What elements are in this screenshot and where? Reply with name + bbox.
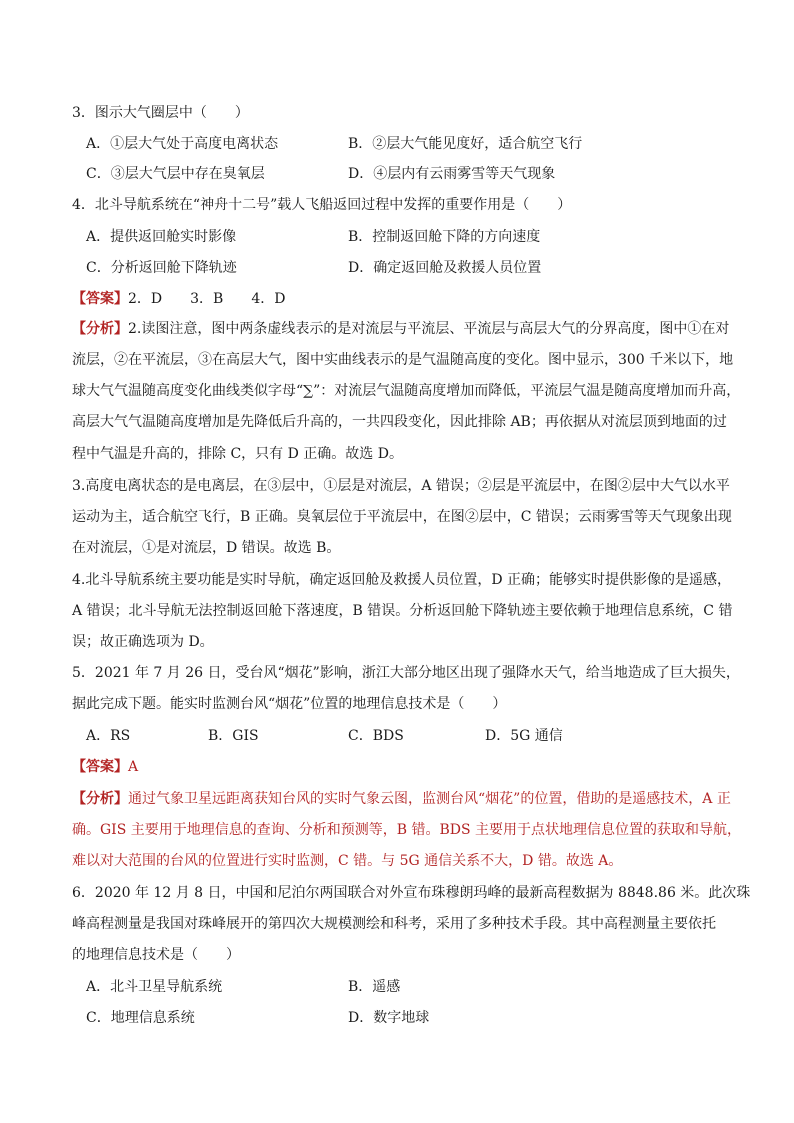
question-5-stem-line-2: 据此完成下题。能实时监测台风“烟花”位置的地理信息技术是（ ） [72, 696, 507, 712]
analysis-4-line-3: 难以对大范围的台风的位置进行实时监测，C 错。与 5G 通信关系不大，D 错。故选 A。 [72, 853, 623, 869]
analysis-1-line-5: 程中气温是升高的，排除 C，只有 D 正确。故选 D。 [72, 446, 403, 462]
question-3-option-b: B．②层大气能见度好，适合航空飞行 [348, 136, 583, 152]
question-4-option-a: A．提供返回舱实时影像 [86, 229, 237, 245]
answer-tag: 【答案】 [72, 291, 128, 307]
answer-text: A [128, 759, 139, 775]
analysis-1-line-1 [72, 319, 729, 339]
analysis-3-line-1: 4.北斗导航系统主要功能是实时导航，确定返回舱及救援人员位置，D 正确；能够实时提供影像的是遥感， [72, 572, 732, 588]
question-5-option-b: B．GIS [208, 728, 259, 744]
analysis-1-line-2: 流层，②在平流层，③在高层大气，图中实曲线表示的是气温随高度的变化。图中显示，300 千米以下，地 [72, 352, 734, 368]
analysis-2-line-3: 在对流层，①是对流层，D 错误。故选 B。 [72, 540, 341, 556]
question-4-stem: 4．北斗导航系统在“神舟十二号”载人飞船返回过程中发挥的重要作用是（ ） [72, 197, 572, 213]
analysis-text: 通过气象卫星远距离获知台风的实时气象云图，监测台风“烟花”的位置，借助的是遥感技术，A 正 [128, 791, 731, 807]
question-5-stem-line-1: 5．2021 年 7 月 26 日，受台风“烟花”影响，浙江大部分地区出现了强降水天气，给当地造成了巨大损失， [72, 665, 740, 681]
question-6-stem-line-3: 的地理信息技术是（ ） [72, 947, 240, 963]
question-6-option-d: D．数字地球 [348, 1010, 430, 1026]
analysis-1-line-4: 高层大气气温随高度增加是先降低后升高的，一共四段变化，因此排除 AB；再依据从对流层顶到地面的过 [72, 414, 727, 430]
question-6-stem-line-1: 6．2020 年 12 月 8 日，中国和尼泊尔两国联合对外宣布珠穆朗玛峰的最新高程数据为 8848.86 米。此次珠 [72, 885, 751, 901]
analysis-3-line-2: A 错误；北斗导航无法控制返回舱下落速度，B 错误。分析返回舱下降轨迹主要依赖于地理信息系统，C 错 [72, 603, 733, 619]
question-5-option-d: D．5G 通信 [485, 728, 563, 744]
question-5-option-c: C．BDS [348, 728, 404, 744]
answer-text: 2．D 3．B 4．D [128, 291, 286, 307]
question-6-stem-line-2: 峰高程测量是我国对珠峰展开的第四次大规模测绘和科考，采用了多种技术手段。其中高程测量主要依托 [72, 916, 716, 932]
analysis-4-line-2: 确。GIS 主要用于地理信息的查询、分析和预测等，B 错。BDS 主要用于点状地理信息位置的获取和导航， [72, 822, 742, 838]
question-3-option-c: C．③层大气层中存在臭氧层 [86, 166, 265, 182]
question-3-option-d: D．④层内有云雨雾雪等天气现象 [348, 166, 556, 182]
analysis-text: 2.读图注意，图中两条虚线表示的是对流层与平流层、平流层与高层大气的分界高度，图中①在对 [128, 321, 730, 337]
analysis-tag: 【分析】 [72, 791, 128, 807]
analysis-tag: 【分析】 [72, 321, 128, 337]
question-5-option-a: A．RS [86, 728, 131, 744]
analysis-4-line-1 [72, 789, 731, 809]
analysis-2-line-2: 运动为主，适合航空飞行，B 正确。臭氧层位于平流层中，在图②层中，C 错误；云雨雾雪等天气现象出现 [72, 509, 732, 525]
question-4-option-b: B．控制返回舱下降的方向速度 [348, 229, 541, 245]
analysis-1-line-3: 球大气气温随高度变化曲线类似字母“∑”：对流层气温随高度增加而降低，平流层气温是随高度增加而升高， [72, 383, 741, 399]
answer-block-1 [72, 289, 285, 309]
analysis-3-line-3: 误；故正确选项为 D。 [72, 634, 214, 650]
question-6-option-b: B．遥感 [348, 979, 401, 995]
analysis-2-line-1: 3.高度电离状态的是电离层，在③层中，①层是对流层，A 错误；②层是平流层中，在图②层中大气以水平 [72, 478, 730, 494]
question-6-option-a: A．北斗卫星导航系统 [86, 979, 223, 995]
answer-block-2 [72, 757, 138, 777]
question-4-option-c: C．分析返回舱下降轨迹 [86, 260, 237, 276]
question-3-stem: 3．图示大气圈层中（ ） [72, 105, 249, 121]
question-6-option-c: C．地理信息系统 [86, 1010, 195, 1026]
question-4-option-d: D．确定返回舱及救援人员位置 [348, 260, 542, 276]
answer-tag: 【答案】 [72, 759, 128, 775]
question-3-option-a: A．①层大气处于高度电离状态 [86, 136, 279, 152]
